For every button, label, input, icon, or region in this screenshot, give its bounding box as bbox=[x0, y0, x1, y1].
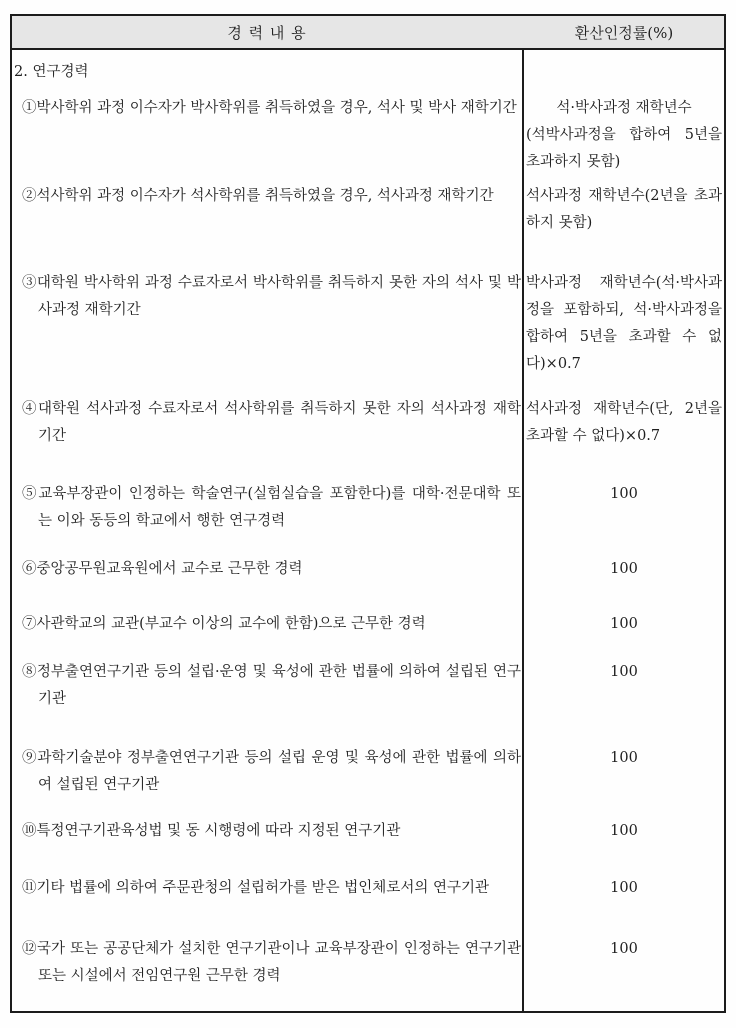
conversion-rate bbox=[524, 95, 724, 176]
career-content: ⑨과학기술분야 정부출연연구기관 등의 설립 운영 및 육성에 관한 법률에 의하여 설립된 연구기관 bbox=[22, 750, 521, 793]
conversion-rate: 100 bbox=[610, 616, 638, 632]
conversion-rate: 100 bbox=[610, 823, 638, 839]
header-conversion-rate: 환산인정률(%) bbox=[574, 23, 674, 42]
conversion-rate: 100 bbox=[610, 880, 638, 896]
career-content: ⑧정부출연연구기관 등의 설립·운영 및 육성에 관한 법률에 의하여 설립된 연구기관 bbox=[22, 664, 521, 707]
career-table bbox=[10, 14, 726, 1013]
career-content: ⑤교육부장관이 인정하는 학술연구(실험실습을 포함한다)를 대학·전문대학 또는 이와 동등의 학교에서 행한 연구경력 bbox=[22, 486, 521, 529]
conversion-rate: 100 bbox=[610, 941, 638, 957]
career-content: ①박사학위 과정 이수자가 박사학위를 취득하였을 경우, 석사 및 박사 재학기간 bbox=[22, 100, 517, 116]
conversion-rate: 100 bbox=[610, 561, 638, 577]
career-content: ⑫국가 또는 공공단체가 설치한 연구기관이나 교육부장관이 인정하는 연구기관 또는 시설에서 전임연구원 근무한 경력 bbox=[22, 941, 521, 984]
rate-continuation: (석박사과정을 합하여 5년을 초과하지 못함) bbox=[526, 127, 722, 170]
table-header-row bbox=[12, 16, 724, 50]
career-content: ⑩특정연구기관육성법 및 동 시행령에 따라 지정된 연구기관 bbox=[22, 823, 401, 839]
career-content: ②석사학위 과정 이수자가 석사학위를 취득하였을 경우, 석사과정 재학기간 bbox=[22, 188, 494, 204]
conversion-rate: 박사과정 재학년수(석·박사과정을 포함하되, 석·박사과정을 합하여 5년을 초과할 수 없다)×0.7 bbox=[526, 275, 722, 372]
career-content: ⑪기타 법률에 의하여 주문관청의 설립허가를 받은 법인체로서의 연구기관 bbox=[22, 880, 489, 896]
header-career-content: 경 력 내 용 bbox=[227, 23, 307, 42]
conversion-rate: 석사과정 재학년수(2년을 초과하지 못함) bbox=[526, 188, 722, 231]
conversion-rate: 100 bbox=[610, 750, 638, 766]
conversion-rate: 100 bbox=[610, 486, 638, 502]
section-title: 2. 연구경력 bbox=[14, 64, 89, 80]
rate-line-centered: 석·박사과정 재학년수 bbox=[556, 100, 692, 116]
conversion-rate: 100 bbox=[610, 664, 638, 680]
career-content: ③대학원 박사학위 과정 수료자로서 박사학위를 취득하지 못한 자의 석사 및 박사과정 재학기간 bbox=[22, 275, 521, 318]
career-content: ⑦사관학교의 교관(부교수 이상의 교수에 한함)으로 근무한 경력 bbox=[22, 616, 426, 632]
career-content: ④대학원 석사과정 수료자로서 석사학위를 취득하지 못한 자의 석사과정 재학기간 bbox=[22, 401, 521, 444]
conversion-rate: 석사과정 재학년수(단, 2년을 초과할 수 없다)×0.7 bbox=[526, 401, 722, 444]
career-content: ⑥중앙공무원교육원에서 교수로 근무한 경력 bbox=[22, 561, 303, 577]
